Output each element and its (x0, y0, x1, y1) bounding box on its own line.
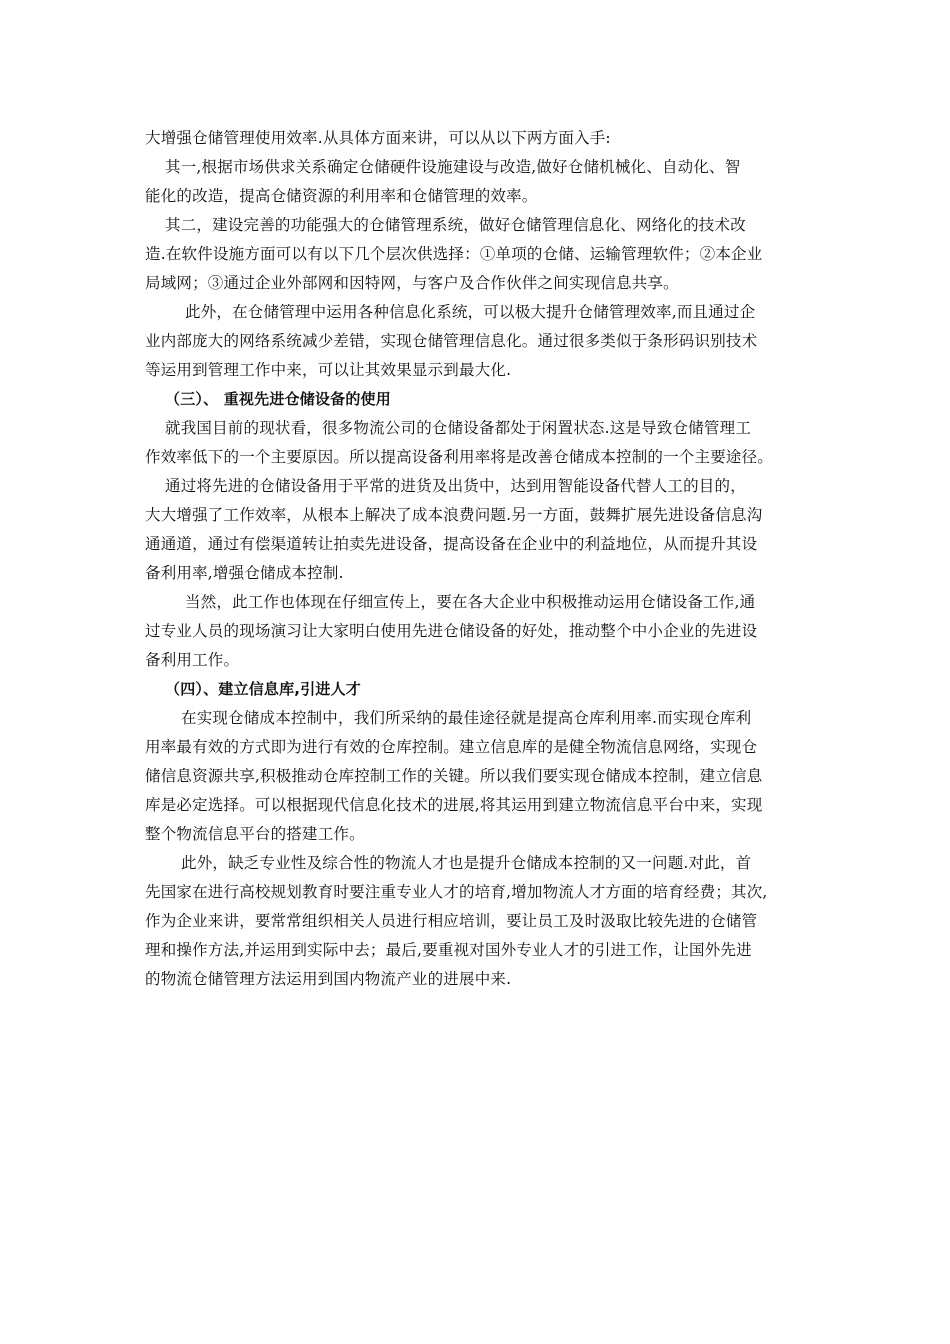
section-heading: （三）、 重视先进仓储设备的使用 (165, 390, 391, 408)
paragraph-line: 此外，缺乏专业性及综合性的物流人才也是提升仓储成本控制的又一问题.对此，首 (181, 854, 752, 872)
paragraph-line: 备利用工作。 (145, 651, 240, 669)
paragraph-line: 作为企业来讲，要常常组织相关人员进行相应培训，要让员工及时汲取比较先进的仓储管 (145, 912, 758, 930)
paragraph-line: 过专业人员的现场演习让大家明白使用先进仓储设备的好处，推动整个中小企业的先进设 (145, 622, 758, 640)
paragraph-line: 储信息资源共享,积极推动仓库控制工作的关键。所以我们要实现仓储成本控制，建立信息 (145, 767, 763, 785)
paragraph-line: 理和操作方法,并运用到实际中去；最后,要重视对国外专业人才的引进工作，让国外先进 (145, 941, 752, 959)
paragraph-line: 库是必定选择。可以根据现代信息化技术的进展,将其运用到建立物流信息平台中来，实现 (145, 796, 763, 814)
paragraph-line: 用率最有效的方式即为进行有效的仓库控制。建立信息库的是健全物流信息网络，实现仓 (145, 738, 758, 756)
paragraph-line: 通过将先进的仓储设备用于平常的进货及出货中，达到用智能设备代替人工的目的， (165, 477, 746, 495)
paragraph-line: 在实现仓储成本控制中，我们所采纳的最佳途径就是提高仓库利用率.而实现仓库利 (181, 709, 752, 727)
paragraph-line: 通通道，通过有偿渠道转让拍卖先进设备，提高设备在企业中的利益地位，从而提升其设 (145, 535, 758, 553)
paragraph-line: 当然，此工作也体现在仔细宣传上，要在各大企业中积极推动运用仓储设备工作,通 (185, 593, 756, 611)
paragraph-line: 大增强仓储管理使用效率.从具体方面来讲，可以从以下两方面入手: (145, 129, 611, 147)
paragraph-line: 先国家在进行高校规划教育时要注重专业人才的培育,增加物流人才方面的培育经费；其次, (145, 883, 768, 901)
paragraph-line: 局域网；③通过企业外部网和因特网，与客户及合作伙伴之间实现信息共享。 (145, 274, 679, 292)
section-heading: （四）、建立信息库,引进人才 (165, 680, 361, 698)
paragraph-line: 作效率低下的一个主要原因。所以提高设备利用率将是改善仓储成本控制的一个主要途径。 (145, 448, 774, 466)
paragraph-line: 其一,根据市场供求关系确定仓储硬件设施建设与改造,做好仓储机械化、自动化、智 (165, 158, 741, 176)
paragraph-line: 整个物流信息平台的搭建工作。 (145, 825, 365, 843)
paragraph-line: 此外，在仓储管理中运用各种信息化系统，可以极大提升仓储管理效率,而且通过企 (185, 303, 756, 321)
paragraph-line: 备利用率,增强仓储成本控制. (145, 564, 344, 582)
paragraph-line: 造.在软件设施方面可以有以下几个层次供选择：①单项的仓储、运输管理软件；②本企业 (145, 245, 763, 263)
document-body (145, 124, 813, 994)
paragraph-line: 其二，建设完善的功能强大的仓储管理系统，做好仓储管理信息化、网络化的技术改 (165, 216, 746, 234)
paragraph-line: 业内部庞大的网络系统减少差错，实现仓储管理信息化。通过很多类似于条形码识别技术 (145, 332, 758, 350)
paragraph-line: 能化的改造，提高仓储资源的利用率和仓储管理的效率。 (145, 187, 538, 205)
paragraph-line: 大大增强了工作效率，从根本上解决了成本浪费问题.另一方面，鼓舞扩展先进设备信息沟 (145, 506, 763, 524)
paragraph-line: 就我国目前的现状看，很多物流公司的仓储设备都处于闲置状态.这是导致仓储管理工 (165, 419, 752, 437)
paragraph-line: 的物流仓储管理方法运用到国内物流产业的进展中来. (145, 970, 512, 988)
paragraph-line: 等运用到管理工作中来，可以让其效果显示到最大化. (145, 361, 512, 379)
